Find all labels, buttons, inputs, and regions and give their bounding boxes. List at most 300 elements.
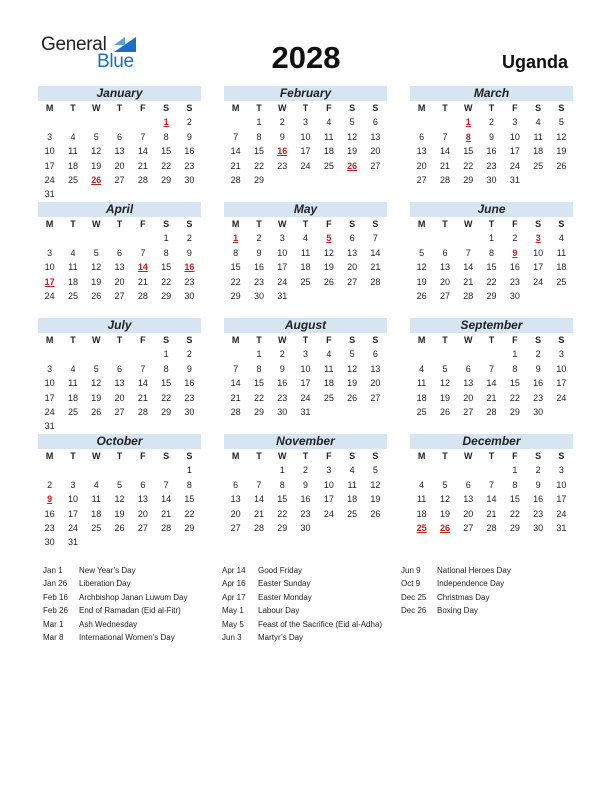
day: 2 bbox=[512, 233, 518, 244]
day: 24 bbox=[300, 160, 311, 171]
weekday-header: S bbox=[163, 335, 170, 345]
month-grid bbox=[410, 217, 573, 303]
weekday-header: M bbox=[45, 103, 54, 113]
empty-day-cell bbox=[108, 231, 131, 245]
holiday-date: Jun 3 bbox=[222, 632, 242, 642]
day: 25 bbox=[67, 174, 78, 185]
day: 21 bbox=[137, 160, 148, 171]
weekday-header: M bbox=[417, 103, 426, 113]
day: 20 bbox=[463, 508, 474, 519]
day: 7 bbox=[489, 363, 495, 374]
day: 19 bbox=[347, 378, 358, 389]
day: 11 bbox=[556, 247, 567, 258]
day: 2 bbox=[489, 117, 495, 128]
day: 3 bbox=[326, 465, 332, 476]
month-title: January bbox=[38, 86, 201, 101]
day: 26 bbox=[114, 522, 125, 533]
day: 10 bbox=[300, 131, 311, 142]
holiday-date: Dec 26 bbox=[401, 606, 427, 616]
day: 17 bbox=[277, 262, 288, 273]
month-grid bbox=[224, 217, 387, 303]
day: 3 bbox=[558, 349, 564, 360]
empty-day-cell bbox=[108, 115, 131, 129]
holiday-date: Jun 9 bbox=[401, 566, 421, 575]
day: 5 bbox=[372, 465, 378, 476]
day: 8 bbox=[233, 247, 239, 258]
day: 12 bbox=[347, 131, 358, 142]
day: 24 bbox=[556, 508, 567, 519]
weekday-header: F bbox=[512, 335, 518, 345]
month-title: November bbox=[224, 434, 387, 449]
day: 11 bbox=[324, 131, 334, 142]
day: 6 bbox=[349, 233, 355, 244]
day: 15 bbox=[161, 146, 172, 157]
day: 29 bbox=[161, 406, 172, 417]
holiday-day: 26 bbox=[91, 174, 102, 185]
day: 13 bbox=[439, 262, 450, 273]
weekday-header: T bbox=[70, 335, 76, 345]
day: 30 bbox=[509, 290, 520, 301]
day: 9 bbox=[489, 131, 495, 142]
empty-day-cell bbox=[61, 231, 84, 245]
day: 5 bbox=[117, 479, 123, 490]
day: 14 bbox=[161, 494, 172, 505]
day: 4 bbox=[419, 363, 425, 374]
day: 23 bbox=[277, 160, 288, 171]
day: 7 bbox=[233, 131, 239, 142]
day: 9 bbox=[535, 363, 541, 374]
weekday-header: F bbox=[326, 219, 332, 229]
empty-day-cell bbox=[433, 231, 456, 245]
day: 28 bbox=[230, 406, 241, 417]
month-title: March bbox=[410, 86, 573, 101]
weekday-header: F bbox=[512, 219, 518, 229]
day: 25 bbox=[91, 522, 102, 533]
empty-day-cell bbox=[108, 347, 131, 361]
day: 12 bbox=[439, 494, 450, 505]
month-grid bbox=[224, 101, 387, 187]
holiday-date: Jan 1 bbox=[43, 566, 63, 575]
holiday-day: 3 bbox=[535, 233, 541, 244]
day: 1 bbox=[512, 349, 518, 360]
day: 6 bbox=[117, 247, 123, 258]
day: 8 bbox=[186, 479, 192, 490]
day: 11 bbox=[347, 479, 357, 490]
weekday-header: S bbox=[372, 335, 379, 345]
day: 20 bbox=[114, 276, 125, 287]
holiday-day: 26 bbox=[347, 160, 358, 171]
day: 31 bbox=[44, 189, 55, 200]
weekday-header: S bbox=[349, 103, 356, 113]
holiday-day: 1 bbox=[163, 117, 169, 128]
day: 21 bbox=[486, 392, 497, 403]
day: 19 bbox=[91, 160, 102, 171]
day: 27 bbox=[347, 276, 358, 287]
day: 11 bbox=[533, 131, 543, 142]
day: 24 bbox=[44, 406, 55, 417]
empty-day-cell bbox=[61, 115, 84, 129]
weekday-header: T bbox=[442, 451, 448, 461]
day: 30 bbox=[533, 406, 544, 417]
day: 1 bbox=[512, 465, 518, 476]
day: 5 bbox=[419, 247, 425, 258]
holiday-name: Liberation Day bbox=[79, 579, 131, 589]
holiday-day: 16 bbox=[184, 262, 195, 273]
day: 6 bbox=[372, 349, 378, 360]
day: 1 bbox=[256, 117, 262, 128]
holiday-date: Feb 16 bbox=[43, 592, 68, 602]
weekday-header: T bbox=[302, 219, 309, 229]
calendar-year: 2028 bbox=[271, 40, 341, 75]
weekday-header: T bbox=[256, 103, 262, 113]
day: 7 bbox=[233, 363, 239, 374]
empty-day-cell bbox=[457, 231, 480, 245]
holiday-day: 14 bbox=[137, 262, 148, 273]
day: 5 bbox=[349, 117, 355, 128]
holiday-day: 1 bbox=[465, 117, 471, 128]
day: 31 bbox=[556, 522, 567, 533]
weekday-header: M bbox=[45, 451, 54, 461]
day: 14 bbox=[439, 146, 450, 157]
weekday-header: S bbox=[349, 335, 356, 345]
day: 10 bbox=[533, 247, 544, 258]
day: 17 bbox=[556, 378, 567, 389]
day: 12 bbox=[439, 378, 450, 389]
day: 23 bbox=[486, 160, 497, 171]
day: 17 bbox=[44, 392, 55, 403]
weekday-header: S bbox=[535, 103, 542, 113]
weekday-header: S bbox=[372, 451, 379, 461]
holiday-day: 9 bbox=[512, 247, 518, 258]
holiday-row bbox=[222, 620, 382, 633]
day: 24 bbox=[323, 508, 334, 519]
empty-day-cell bbox=[433, 347, 456, 361]
day: 13 bbox=[370, 131, 381, 142]
day: 27 bbox=[114, 406, 125, 417]
day: 17 bbox=[67, 508, 78, 519]
weekday-header: T bbox=[442, 219, 448, 229]
day: 18 bbox=[67, 392, 78, 403]
month-title: September bbox=[410, 318, 573, 333]
day: 17 bbox=[300, 146, 311, 157]
weekday-header: T bbox=[442, 335, 448, 345]
day: 28 bbox=[230, 174, 241, 185]
month-september bbox=[410, 318, 573, 419]
day: 24 bbox=[67, 522, 78, 533]
day: 5 bbox=[442, 479, 448, 490]
holiday-date: Feb 26 bbox=[43, 606, 68, 616]
day: 16 bbox=[184, 378, 195, 389]
empty-day-cell bbox=[131, 115, 154, 129]
day: 11 bbox=[68, 378, 78, 389]
day: 21 bbox=[230, 392, 241, 403]
day: 25 bbox=[67, 406, 78, 417]
weekday-header: T bbox=[302, 451, 309, 461]
day: 17 bbox=[323, 494, 334, 505]
day: 25 bbox=[347, 508, 358, 519]
month-title: July bbox=[38, 318, 201, 333]
holiday-day: 5 bbox=[326, 233, 332, 244]
day: 4 bbox=[326, 117, 332, 128]
day: 28 bbox=[137, 290, 148, 301]
weekday-header: S bbox=[558, 451, 565, 461]
day: 27 bbox=[416, 174, 427, 185]
day: 22 bbox=[161, 160, 172, 171]
day: 25 bbox=[300, 276, 311, 287]
month-title: August bbox=[224, 318, 387, 333]
day: 7 bbox=[372, 233, 378, 244]
day: 23 bbox=[533, 392, 544, 403]
weekday-header: W bbox=[463, 103, 473, 113]
empty-day-cell bbox=[480, 463, 503, 477]
day: 28 bbox=[439, 174, 450, 185]
weekday-header: W bbox=[91, 451, 101, 461]
day: 7 bbox=[442, 131, 448, 142]
day: 20 bbox=[114, 392, 125, 403]
holiday-name: End of Ramadan (Eid al-Fitr) bbox=[79, 606, 181, 616]
day: 1 bbox=[489, 233, 495, 244]
holiday-name: Martyr’s Day bbox=[258, 632, 304, 642]
weekday-header: S bbox=[349, 451, 356, 461]
holiday-name: New Year’s Day bbox=[79, 566, 136, 575]
day: 21 bbox=[370, 262, 381, 273]
day: 28 bbox=[137, 174, 148, 185]
month-july bbox=[38, 318, 201, 434]
empty-day-cell bbox=[85, 231, 108, 245]
day: 16 bbox=[253, 262, 264, 273]
day: 11 bbox=[91, 494, 101, 505]
day: 22 bbox=[509, 508, 520, 519]
day: 27 bbox=[463, 406, 474, 417]
weekday-header: T bbox=[256, 219, 262, 229]
day: 6 bbox=[465, 479, 471, 490]
day: 21 bbox=[137, 276, 148, 287]
day: 18 bbox=[67, 276, 78, 287]
day: 21 bbox=[486, 508, 497, 519]
day: 10 bbox=[44, 262, 55, 273]
day: 18 bbox=[416, 392, 427, 403]
holiday-row bbox=[222, 566, 382, 579]
day: 23 bbox=[184, 160, 195, 171]
day: 2 bbox=[279, 349, 285, 360]
holiday-column bbox=[401, 566, 511, 620]
holiday-name: Boxing Day bbox=[437, 606, 478, 616]
day: 27 bbox=[370, 160, 381, 171]
day: 30 bbox=[184, 174, 195, 185]
day: 18 bbox=[347, 494, 358, 505]
weekday-header: F bbox=[512, 451, 518, 461]
day: 24 bbox=[533, 276, 544, 287]
day: 15 bbox=[184, 494, 195, 505]
weekday-header: T bbox=[488, 451, 495, 461]
day: 12 bbox=[416, 262, 427, 273]
day: 21 bbox=[439, 160, 450, 171]
day: 30 bbox=[533, 522, 544, 533]
holiday-row bbox=[43, 633, 188, 646]
day: 4 bbox=[303, 233, 309, 244]
day: 20 bbox=[114, 160, 125, 171]
empty-day-cell bbox=[410, 115, 433, 129]
month-grid bbox=[38, 333, 201, 434]
empty-day-cell bbox=[410, 463, 433, 477]
day: 19 bbox=[91, 276, 102, 287]
day: 4 bbox=[70, 131, 76, 142]
day: 28 bbox=[486, 406, 497, 417]
day: 15 bbox=[486, 262, 497, 273]
holiday-row bbox=[222, 579, 382, 592]
day: 11 bbox=[68, 146, 78, 157]
weekday-header: F bbox=[326, 335, 332, 345]
day: 23 bbox=[533, 508, 544, 519]
day: 30 bbox=[277, 406, 288, 417]
logo-text-general: General bbox=[41, 34, 107, 55]
day: 15 bbox=[161, 262, 172, 273]
day: 19 bbox=[556, 146, 567, 157]
weekday-header: W bbox=[277, 335, 287, 345]
day: 11 bbox=[416, 494, 427, 505]
month-grid bbox=[38, 449, 201, 550]
weekday-header: T bbox=[256, 451, 262, 461]
empty-day-cell bbox=[457, 463, 480, 477]
weekday-header: T bbox=[70, 103, 76, 113]
day: 27 bbox=[114, 174, 125, 185]
day: 25 bbox=[533, 160, 544, 171]
day: 29 bbox=[184, 522, 195, 533]
day: 19 bbox=[347, 146, 358, 157]
weekday-header: S bbox=[558, 335, 565, 345]
holiday-name: Independence Day bbox=[437, 579, 505, 589]
day: 27 bbox=[370, 392, 381, 403]
day: 8 bbox=[489, 247, 495, 258]
day: 29 bbox=[230, 290, 241, 301]
day: 24 bbox=[300, 392, 311, 403]
day: 2 bbox=[535, 349, 541, 360]
day: 13 bbox=[347, 247, 358, 258]
day: 14 bbox=[486, 494, 497, 505]
day: 22 bbox=[463, 160, 474, 171]
day: 2 bbox=[535, 465, 541, 476]
day: 4 bbox=[558, 233, 564, 244]
day: 3 bbox=[558, 465, 564, 476]
weekday-header: W bbox=[277, 451, 287, 461]
month-august bbox=[224, 318, 387, 419]
month-grid bbox=[410, 101, 573, 187]
day: 29 bbox=[509, 406, 520, 417]
day: 2 bbox=[186, 233, 192, 244]
day: 21 bbox=[253, 508, 264, 519]
weekday-header: W bbox=[463, 451, 473, 461]
day: 4 bbox=[70, 247, 76, 258]
day: 18 bbox=[416, 508, 427, 519]
day: 6 bbox=[233, 479, 239, 490]
holiday-date: May 5 bbox=[222, 619, 244, 629]
day: 20 bbox=[137, 508, 148, 519]
weekday-header: T bbox=[256, 335, 262, 345]
holiday-name: Labour Day bbox=[258, 606, 300, 616]
day: 5 bbox=[93, 247, 99, 258]
weekday-header: F bbox=[140, 103, 146, 113]
day: 9 bbox=[279, 363, 285, 374]
month-title: May bbox=[224, 202, 387, 217]
weekday-header: S bbox=[535, 451, 542, 461]
day: 29 bbox=[486, 290, 497, 301]
day: 14 bbox=[137, 378, 148, 389]
weekday-header: T bbox=[442, 103, 448, 113]
holiday-name: Feast of the Sacrifice (Eid al-Adha) bbox=[258, 619, 383, 629]
holiday-date: Mar 8 bbox=[43, 632, 64, 642]
weekday-header: W bbox=[91, 335, 101, 345]
day: 4 bbox=[93, 479, 99, 490]
day: 18 bbox=[533, 146, 544, 157]
day: 23 bbox=[509, 276, 520, 287]
day: 7 bbox=[163, 479, 169, 490]
weekday-header: W bbox=[463, 219, 473, 229]
day: 8 bbox=[163, 131, 169, 142]
day: 22 bbox=[230, 276, 241, 287]
empty-day-cell bbox=[85, 347, 108, 361]
day: 30 bbox=[253, 290, 264, 301]
day: 25 bbox=[67, 290, 78, 301]
weekday-header: F bbox=[326, 451, 332, 461]
day: 4 bbox=[535, 117, 541, 128]
day: 19 bbox=[416, 276, 427, 287]
day: 20 bbox=[370, 378, 381, 389]
day: 28 bbox=[253, 522, 264, 533]
day: 17 bbox=[44, 160, 55, 171]
weekday-header: S bbox=[349, 219, 356, 229]
day: 6 bbox=[442, 247, 448, 258]
weekday-header: M bbox=[417, 219, 426, 229]
day: 26 bbox=[91, 290, 102, 301]
empty-day-cell bbox=[247, 463, 270, 477]
day: 4 bbox=[70, 363, 76, 374]
weekday-header: S bbox=[558, 219, 565, 229]
day: 29 bbox=[161, 290, 172, 301]
empty-day-cell bbox=[131, 347, 154, 361]
day: 4 bbox=[419, 479, 425, 490]
day: 24 bbox=[509, 160, 520, 171]
day: 23 bbox=[44, 522, 55, 533]
holiday-day: 25 bbox=[416, 522, 427, 533]
holiday-row bbox=[43, 606, 188, 619]
holiday-day: 9 bbox=[47, 494, 53, 505]
day: 31 bbox=[277, 290, 288, 301]
weekday-header: F bbox=[140, 335, 146, 345]
weekday-header: S bbox=[163, 451, 170, 461]
empty-day-cell bbox=[85, 115, 108, 129]
day: 3 bbox=[47, 363, 53, 374]
day: 12 bbox=[370, 479, 381, 490]
day: 15 bbox=[161, 378, 172, 389]
day: 7 bbox=[140, 131, 146, 142]
day: 3 bbox=[303, 349, 309, 360]
day: 22 bbox=[161, 392, 172, 403]
day: 29 bbox=[463, 174, 474, 185]
day: 21 bbox=[230, 160, 241, 171]
day: 13 bbox=[137, 494, 148, 505]
empty-day-cell bbox=[131, 231, 154, 245]
day: 23 bbox=[184, 276, 195, 287]
day: 10 bbox=[277, 247, 288, 258]
weekday-header: S bbox=[163, 219, 170, 229]
day: 13 bbox=[370, 363, 381, 374]
day: 26 bbox=[323, 276, 334, 287]
month-grid bbox=[224, 333, 387, 419]
holiday-row bbox=[222, 606, 382, 619]
weekday-header: T bbox=[302, 335, 309, 345]
empty-day-cell bbox=[410, 231, 433, 245]
weekday-header: S bbox=[186, 219, 193, 229]
